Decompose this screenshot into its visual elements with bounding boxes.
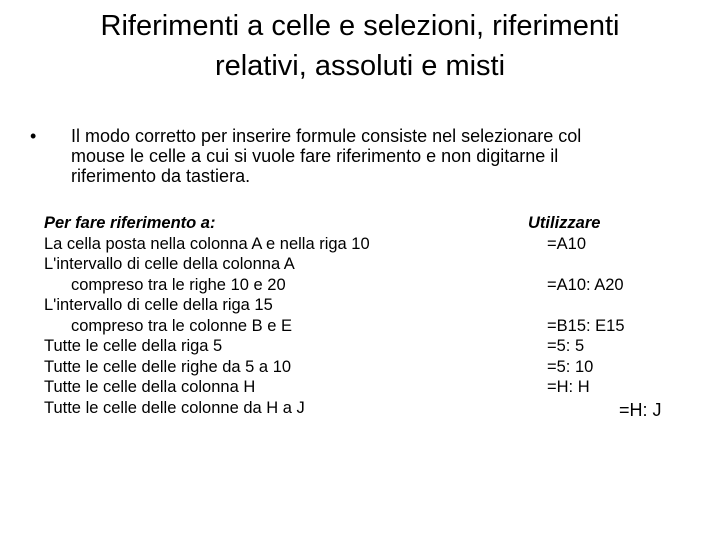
description-row-6: Tutte le celle della colonna H bbox=[44, 378, 256, 396]
reference-row-2: =A10: A20 bbox=[547, 276, 624, 294]
description-row-3-line-1: L'intervallo di celle della riga 15 bbox=[44, 296, 273, 314]
bullet-text-line-3: riferimento da tastiera. bbox=[71, 166, 251, 186]
description-row-4: Tutte le celle della riga 5 bbox=[44, 337, 223, 355]
reference-row-1: =A10 bbox=[547, 235, 586, 253]
reference-row-5: =5: 10 bbox=[547, 358, 594, 376]
reference-header: Utilizzare bbox=[528, 214, 601, 232]
description-row-5: Tutte le celle delle righe da 5 a 10 bbox=[44, 357, 292, 376]
description-row-3-line-2: compreso tra le colonne B e E bbox=[71, 316, 293, 335]
description-column bbox=[44, 213, 464, 418]
slide-title bbox=[20, 6, 700, 86]
reference-row-7: =H: J bbox=[619, 400, 662, 420]
bullet-text-line-2: mouse le celle a cui si vuole fare riferimento e non digitarne il bbox=[71, 146, 559, 166]
bullet-point bbox=[30, 126, 660, 186]
slide-title-line-2: relativi, assoluti e misti bbox=[214, 50, 506, 82]
slide-title-line-1: Riferimenti a celle e selezioni, riferimenti bbox=[100, 10, 620, 42]
description-row-2-line-1: L'intervallo di celle della colonna A bbox=[44, 255, 295, 273]
bullet-text-line-1: Il modo corretto per inserire formule consiste nel selezionare col bbox=[71, 126, 582, 146]
bullet-marker: • bbox=[30, 126, 37, 146]
reference-row-4: =5: 5 bbox=[547, 337, 585, 355]
description-row-7: Tutte le celle delle colonne da H a J bbox=[44, 398, 305, 417]
description-header: Per fare riferimento a: bbox=[44, 214, 216, 232]
reference-row-6: =H: H bbox=[547, 378, 590, 396]
description-row-2-line-2: compreso tra le righe 10 e 20 bbox=[71, 275, 286, 294]
reference-row-3: =B15: E15 bbox=[547, 317, 625, 335]
bullet-text bbox=[30, 126, 660, 186]
description-row-1: La cella posta nella colonna A e nella riga 10 bbox=[44, 234, 370, 253]
